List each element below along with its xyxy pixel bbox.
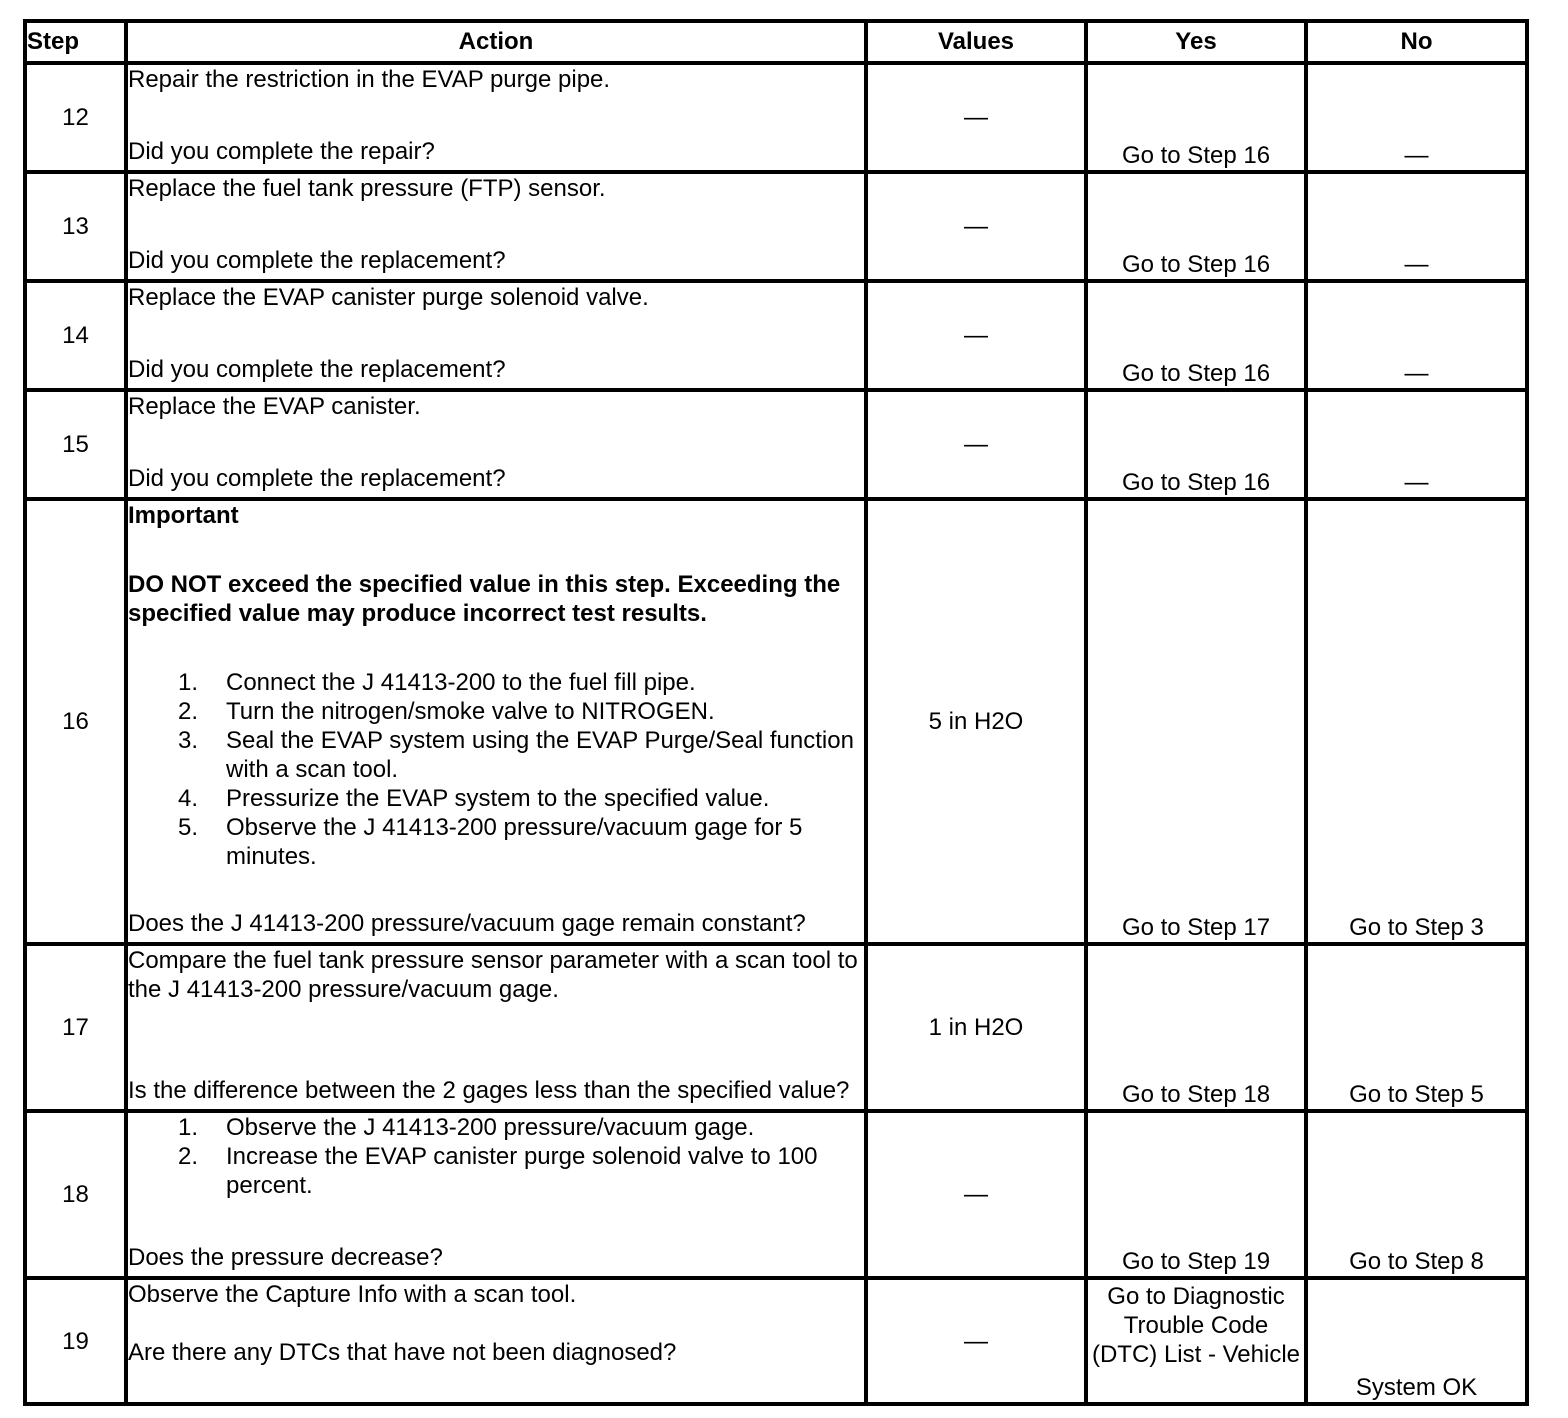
important-label: Important (128, 502, 239, 529)
table-row (25, 390, 1527, 499)
list-item: 4. Pressurize the EVAP system to the specified value. (177, 785, 770, 812)
yes-cell: Go to Step 17 (1086, 499, 1306, 944)
action-question: Did you complete the replacement? (128, 465, 506, 492)
action-question: Does the pressure decrease? (128, 1244, 443, 1271)
step-number: 14 (25, 281, 126, 390)
action-question: Does the J 41413-200 pressure/vacuum gage remain constant? (128, 910, 806, 937)
important-text: DO NOT exceed the specified value in this step. Exceeding the specified value may produce incorrect test results. (128, 571, 841, 627)
procedure-list (128, 1113, 864, 1200)
action-text: Repair the restriction in the EVAP purge pipe. (128, 66, 611, 93)
action-cell (126, 390, 866, 499)
no-cell: System OK (1306, 1278, 1527, 1404)
step-number: 13 (25, 172, 126, 281)
action-cell (126, 1278, 866, 1404)
action-text: Replace the EVAP canister purge solenoid valve. (128, 284, 649, 311)
no-cell: Go to Step 3 (1306, 499, 1527, 944)
step-number: 15 (25, 390, 126, 499)
action-question: Did you complete the repair? (128, 138, 435, 165)
yes-cell: Go to Step 16 (1086, 281, 1306, 390)
no-cell: — (1306, 172, 1527, 281)
table-row (25, 1278, 1527, 1404)
no-cell: — (1306, 390, 1527, 499)
action-question: Is the difference between the 2 gages less than the specified value? (128, 1077, 850, 1104)
list-item: 5. Observe the J 41413-200 pressure/vacuum gage for 5 minutes. (177, 814, 803, 870)
diagnostic-table (23, 19, 1529, 1406)
table-row (25, 63, 1527, 172)
value-cell: — (866, 63, 1086, 172)
table-row (25, 281, 1527, 390)
header-values: Values (866, 21, 1086, 63)
yes-cell: Go to Diagnostic Trouble Code (DTC) List - Vehicle (1086, 1278, 1306, 1404)
value-cell: — (866, 1111, 1086, 1278)
no-cell: — (1306, 63, 1527, 172)
list-item: 2. Increase the EVAP canister purge solenoid valve to 100 percent. (177, 1143, 818, 1199)
table-row (25, 172, 1527, 281)
procedure-list (128, 668, 864, 871)
header-yes: Yes (1086, 21, 1306, 63)
action-question: Did you complete the replacement? (128, 247, 506, 274)
table-row (25, 1111, 1527, 1278)
yes-cell: Go to Step 16 (1086, 390, 1306, 499)
table-row (25, 499, 1527, 944)
yes-cell: Go to Step 19 (1086, 1111, 1306, 1278)
action-question: Did you complete the replacement? (128, 356, 506, 383)
value-cell: — (866, 390, 1086, 499)
list-item: 2. Turn the nitrogen/smoke valve to NITROGEN. (177, 698, 715, 725)
header-action: Action (126, 21, 866, 63)
value-cell: — (866, 1278, 1086, 1404)
action-text: Observe the Capture Info with a scan tool. (128, 1281, 577, 1308)
header-step: Step (25, 21, 126, 63)
value-cell: — (866, 172, 1086, 281)
value-cell: 1 in H2O (866, 944, 1086, 1111)
step-number: 17 (25, 944, 126, 1111)
action-cell (126, 1111, 866, 1278)
value-cell: 5 in H2O (866, 499, 1086, 944)
value-cell: — (866, 281, 1086, 390)
header-no: No (1306, 21, 1527, 63)
header-row (25, 21, 1527, 63)
table-row (25, 944, 1527, 1111)
step-number: 19 (25, 1278, 126, 1404)
action-cell (126, 281, 866, 390)
action-text: Compare the fuel tank pressure sensor parameter with a scan tool to the J 41413-200 pressure/vacuum gage. (128, 947, 858, 1003)
action-cell (126, 172, 866, 281)
list-item: 3. Seal the EVAP system using the EVAP Purge/Seal function with a scan tool. (177, 727, 854, 783)
yes-cell: Go to Step 16 (1086, 172, 1306, 281)
step-number: 12 (25, 63, 126, 172)
action-cell (126, 944, 866, 1111)
action-cell (126, 499, 866, 944)
yes-cell: Go to Step 16 (1086, 63, 1306, 172)
no-cell: Go to Step 5 (1306, 944, 1527, 1111)
action-question: Are there any DTCs that have not been diagnosed? (128, 1339, 677, 1366)
action-cell (126, 63, 866, 172)
list-item: 1. Observe the J 41413-200 pressure/vacuum gage. (177, 1114, 755, 1141)
no-cell: Go to Step 8 (1306, 1111, 1527, 1278)
step-number: 18 (25, 1111, 126, 1278)
yes-cell: Go to Step 18 (1086, 944, 1306, 1111)
action-text: Replace the fuel tank pressure (FTP) sensor. (128, 175, 606, 202)
action-text: Replace the EVAP canister. (128, 393, 421, 420)
list-item: 1. Connect the J 41413-200 to the fuel fill pipe. (177, 669, 696, 696)
step-number: 16 (25, 499, 126, 944)
no-cell: — (1306, 281, 1527, 390)
